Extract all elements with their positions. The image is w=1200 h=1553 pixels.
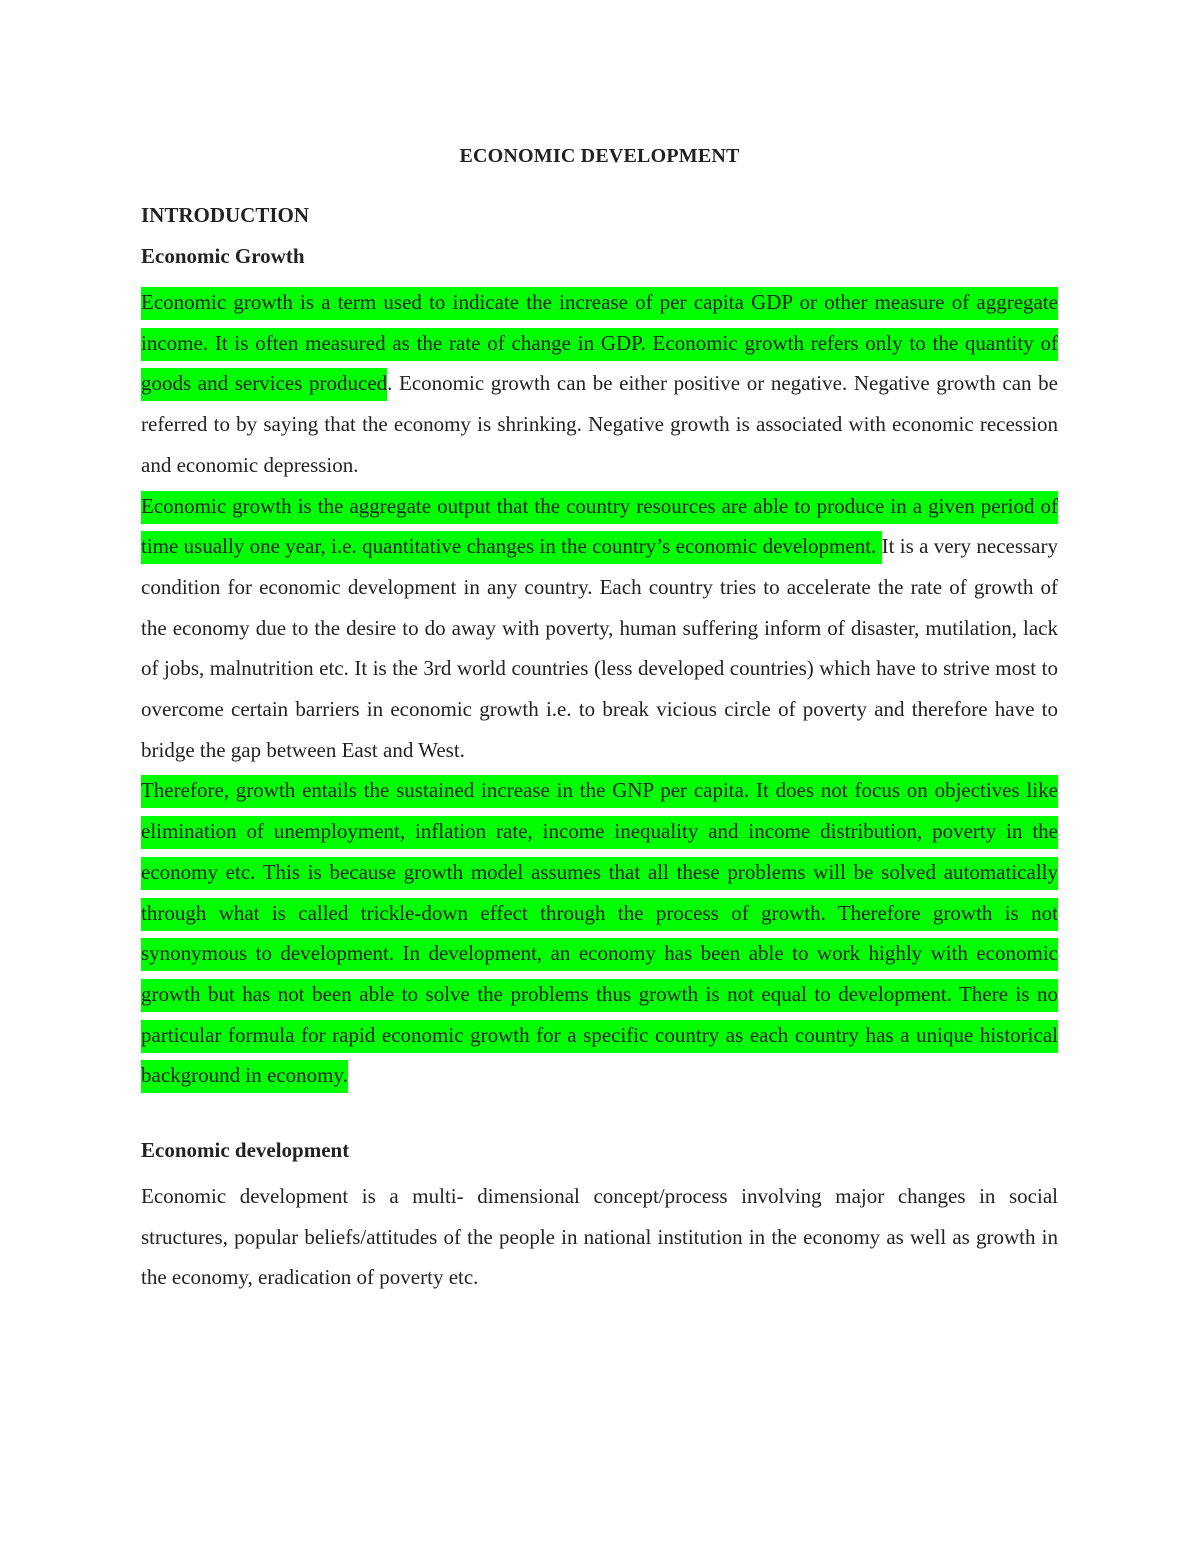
subsection-heading-economic-growth: Economic Growth: [141, 244, 305, 268]
subsection-heading-economic-development: Economic development: [141, 1138, 350, 1163]
document-body: [141, 142, 1058, 1298]
highlighted-text: Economic growth is a term used to indicate the increase of per capita GDP or other measure of aggregate income. It is often measured as the rate of change in GDP. Economic growth refers only to the quantity of goods and services produced: [141, 287, 1058, 401]
section-heading-introduction: INTRODUCTION: [141, 203, 310, 227]
paragraph-growth-definition: [141, 282, 1058, 486]
highlighted-text: Therefore, growth entails the sustained increase in the GNP per capita. It does not focus on objectives like elimination of unemployment, inflation rate, income inequality and income distribution, poverty in the economy etc. This is because growth model assumes that all these problems will be solved automatically through what is called trickle-down effect through the process of growth. Therefore growth is not synonymous to development. In development, an economy has been able to work highly with economic growth but has not been able to solve the problems thus growth is not equal to development. There is no particular formula for rapid economic growth for a specific country as each country has a unique historical background in economy.: [141, 775, 1058, 1093]
document-title: ECONOMIC DEVELOPMENT: [459, 145, 740, 167]
paragraph-spacer: [141, 1096, 1058, 1136]
paragraph-aggregate-output: [141, 486, 1058, 771]
plain-text: It is a very necessary condition for economic development in any country. Each country tries to accelerate the rate of growth of the economy due to the desire to do away with poverty, human suffering inform of disaster, mutilation, lack of jobs, malnutrition etc. It is the 3rd world countries (less developed countries) which have to strive most to overcome certain barriers in economic growth i.e. to break vicious circle of poverty and therefore have to bridge the gap between East and West.: [141, 534, 1058, 762]
highlighted-text: Economic growth is the aggregate output that the country resources are able to produce in a given period of time usually one year, i.e. quantitative changes in the country’s economic development.: [141, 491, 1058, 565]
paragraph-development-definition: [141, 1176, 1058, 1298]
plain-text: . Economic growth can be either positive or negative. Negative growth can be referred to by saying that the economy is shrinking. Negative growth is associated with economic recession and economic depression.: [141, 371, 1058, 477]
plain-text: Economic development is a multi- dimensional concept/process involving major changes in social structures, popular beliefs/attitudes of the people in national institution in the economy as well as growth in the economy, eradication of poverty etc.: [141, 1184, 1058, 1290]
paragraph-growth-vs-development: [141, 770, 1058, 1096]
